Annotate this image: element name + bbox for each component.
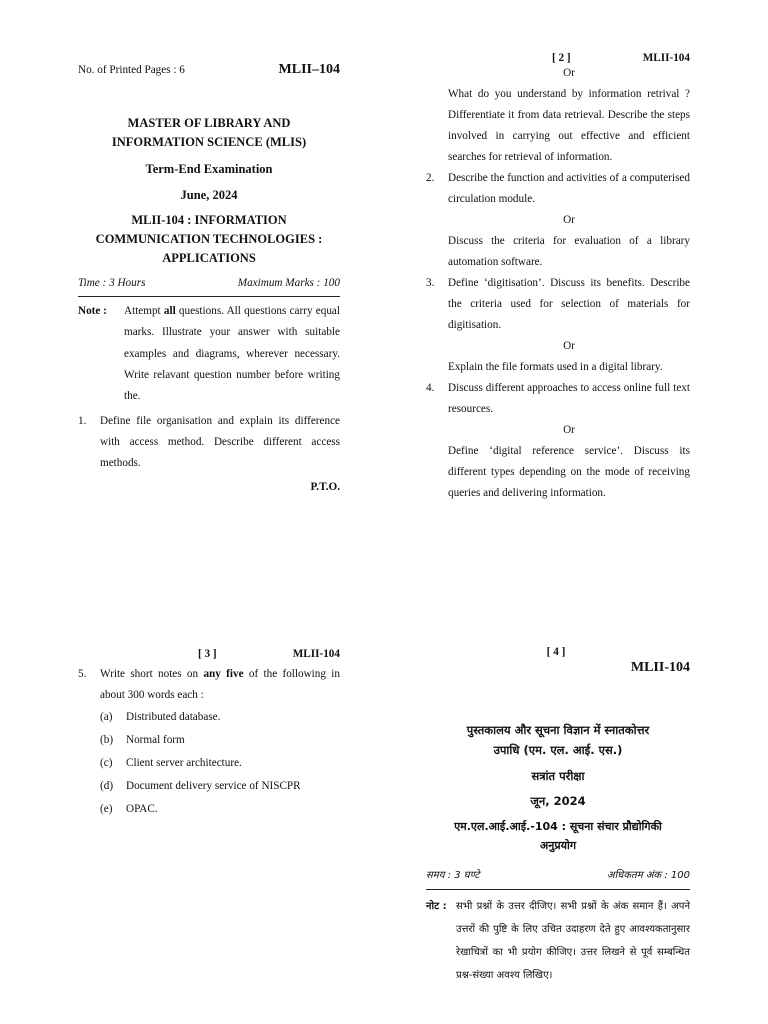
page1-header [78, 62, 340, 78]
paper-code: MLII–104 [278, 62, 340, 77]
or-label: Or [563, 340, 575, 352]
paper-title [78, 211, 340, 268]
page-number: [ 4 ] [546, 646, 566, 658]
q1-alternative: What do you understand by information retrival ? Differentiate it from data retrieval. Describe the steps involved in carrying out effective and efficient searches for retrieval of information. [448, 88, 690, 163]
item-label: (b) [100, 734, 114, 746]
page3-header [78, 648, 340, 660]
exam-name: सत्रांत परीक्षा [531, 769, 585, 783]
pto: P.T.O. [310, 481, 340, 494]
item-label: (c) [100, 757, 113, 769]
item-text: Client server architecture. [126, 757, 242, 769]
question-number: 5. [78, 668, 87, 680]
item-text: OPAC. [126, 803, 158, 815]
paper-title-line2: अनुप्रयोग [539, 839, 577, 852]
short-notes-list [78, 706, 340, 821]
printed-pages: No. of Printed Pages : 6 [78, 64, 185, 76]
paper-title-line3: APPLICATIONS [162, 251, 256, 265]
note-text: सभी प्रश्नों के उत्तर दीजिए। सभी प्रश्नों के अंक समान हैं। अपने उत्तरों की पुष्टि के लिए उचित उदाहरण देते हुए आवश्यकतानुसार रेखाचित्रों का भी प्रयोग कीजिए। उत्तर लिखने से पूर्व सम्बन्धित प्रश्न-संख्या अवश्य लिखिए। [456, 901, 690, 981]
note-post: questions. All questions carry equal marks. Illustrate your answer with suitable examples and diagrams, wherever necessary. Write relavant question number before writing the. [124, 305, 340, 403]
time-marks-row [426, 867, 690, 881]
note-text [124, 301, 340, 407]
list-item [100, 706, 340, 729]
exam-date: जून, 2024 [530, 794, 586, 808]
note [78, 301, 340, 407]
programme-title [78, 114, 340, 152]
time: Time : 3 Hours [78, 277, 146, 289]
exam-name: Term-End Examination [145, 162, 273, 176]
or-label: Or [563, 424, 575, 436]
page2-header [426, 52, 690, 64]
item-label: (a) [100, 711, 113, 723]
item-label: (d) [100, 780, 114, 792]
list-item [100, 798, 340, 821]
paper-title-line2: COMMUNICATION TECHNOLOGIES : [95, 232, 323, 246]
programme-title-line2: INFORMATION SCIENCE (MLIS) [111, 135, 307, 149]
question-text: Discuss different approaches to access online full text resources. [448, 382, 690, 415]
question-number: 2. [426, 172, 435, 184]
q2-alternative: Discuss the criteria for evaluation of a library automation software. [448, 235, 690, 268]
or-label: Or [563, 214, 575, 226]
exam-date: June, 2024 [180, 188, 238, 202]
page-1 [78, 62, 340, 493]
question-number: 1. [78, 415, 87, 428]
question-text: Define file organisation and explain its difference with access method. Describe different access methods. [100, 415, 340, 470]
paper-title-line1: MLII-104 : INFORMATION [131, 213, 287, 227]
page-number: [ 3 ] [198, 648, 217, 660]
paper-title-hindi [426, 817, 690, 855]
item-text: Normal form [126, 734, 185, 746]
q4-alternative: Define ‘digital reference service’. Discuss its different types depending on the mode of receiving queries and delivering information. [448, 445, 690, 499]
page-3 [78, 648, 340, 821]
programme-title-line1: पुस्तकालय और सूचना विज्ञान में स्नातकोत्तर [466, 723, 650, 737]
question-number: 4. [426, 382, 435, 394]
note-label: Note : [78, 305, 107, 317]
question-3 [426, 273, 690, 336]
note-hindi [426, 895, 690, 987]
time: समय : 3 घण्टे [426, 870, 480, 881]
page-2 [426, 52, 690, 504]
question-text: Define ‘digitisation’. Discuss its benefits. Describe the criteria used for selection of materials for digitisation. [448, 277, 690, 331]
max-marks: अधिकतम अंक : 100 [606, 870, 690, 881]
list-item [100, 729, 340, 752]
note-label: नोट : [426, 901, 447, 912]
page-number: [ 2 ] [552, 52, 571, 64]
question-2 [426, 168, 690, 210]
item-text: Document delivery service of NISCPR [126, 780, 301, 792]
question-1 [78, 411, 340, 474]
question-text: Describe the function and activities of a computerised circulation module. [448, 172, 690, 205]
question-4 [426, 378, 690, 420]
q5-post: of the following in about 300 words each : [100, 668, 340, 701]
programme-title-hindi [426, 720, 690, 760]
item-label: (e) [100, 803, 113, 815]
item-text: Distributed database. [126, 711, 221, 723]
or-label: Or [563, 67, 575, 79]
paper-code: MLII-104 [630, 660, 690, 675]
question-number: 3. [426, 277, 435, 289]
question-5 [78, 664, 340, 706]
programme-title-line1: MASTER OF LIBRARY AND [127, 116, 291, 130]
question-text [100, 664, 340, 706]
paper-title-line1: एम.एल.आई.आई.-104 : सूचना संचार प्रौद्योगिकी [454, 820, 662, 833]
list-item [100, 775, 340, 798]
time-marks-row [78, 277, 340, 289]
programme-title-line2: उपाधि (एम. एल. आई. एस.) [493, 743, 623, 757]
list-item [100, 752, 340, 775]
page-4 [426, 646, 690, 987]
paper-code: MLII-104 [642, 52, 690, 64]
note-pre: Attempt [124, 305, 164, 317]
q5-pre: Write short notes on [100, 668, 204, 680]
max-marks: Maximum Marks : 100 [237, 277, 340, 289]
q3-alternative: Explain the file formats used in a digital library. [448, 361, 663, 373]
note-bold: all [163, 305, 176, 317]
paper-code: MLII-104 [292, 648, 340, 660]
q5-bold: any five [203, 668, 244, 680]
